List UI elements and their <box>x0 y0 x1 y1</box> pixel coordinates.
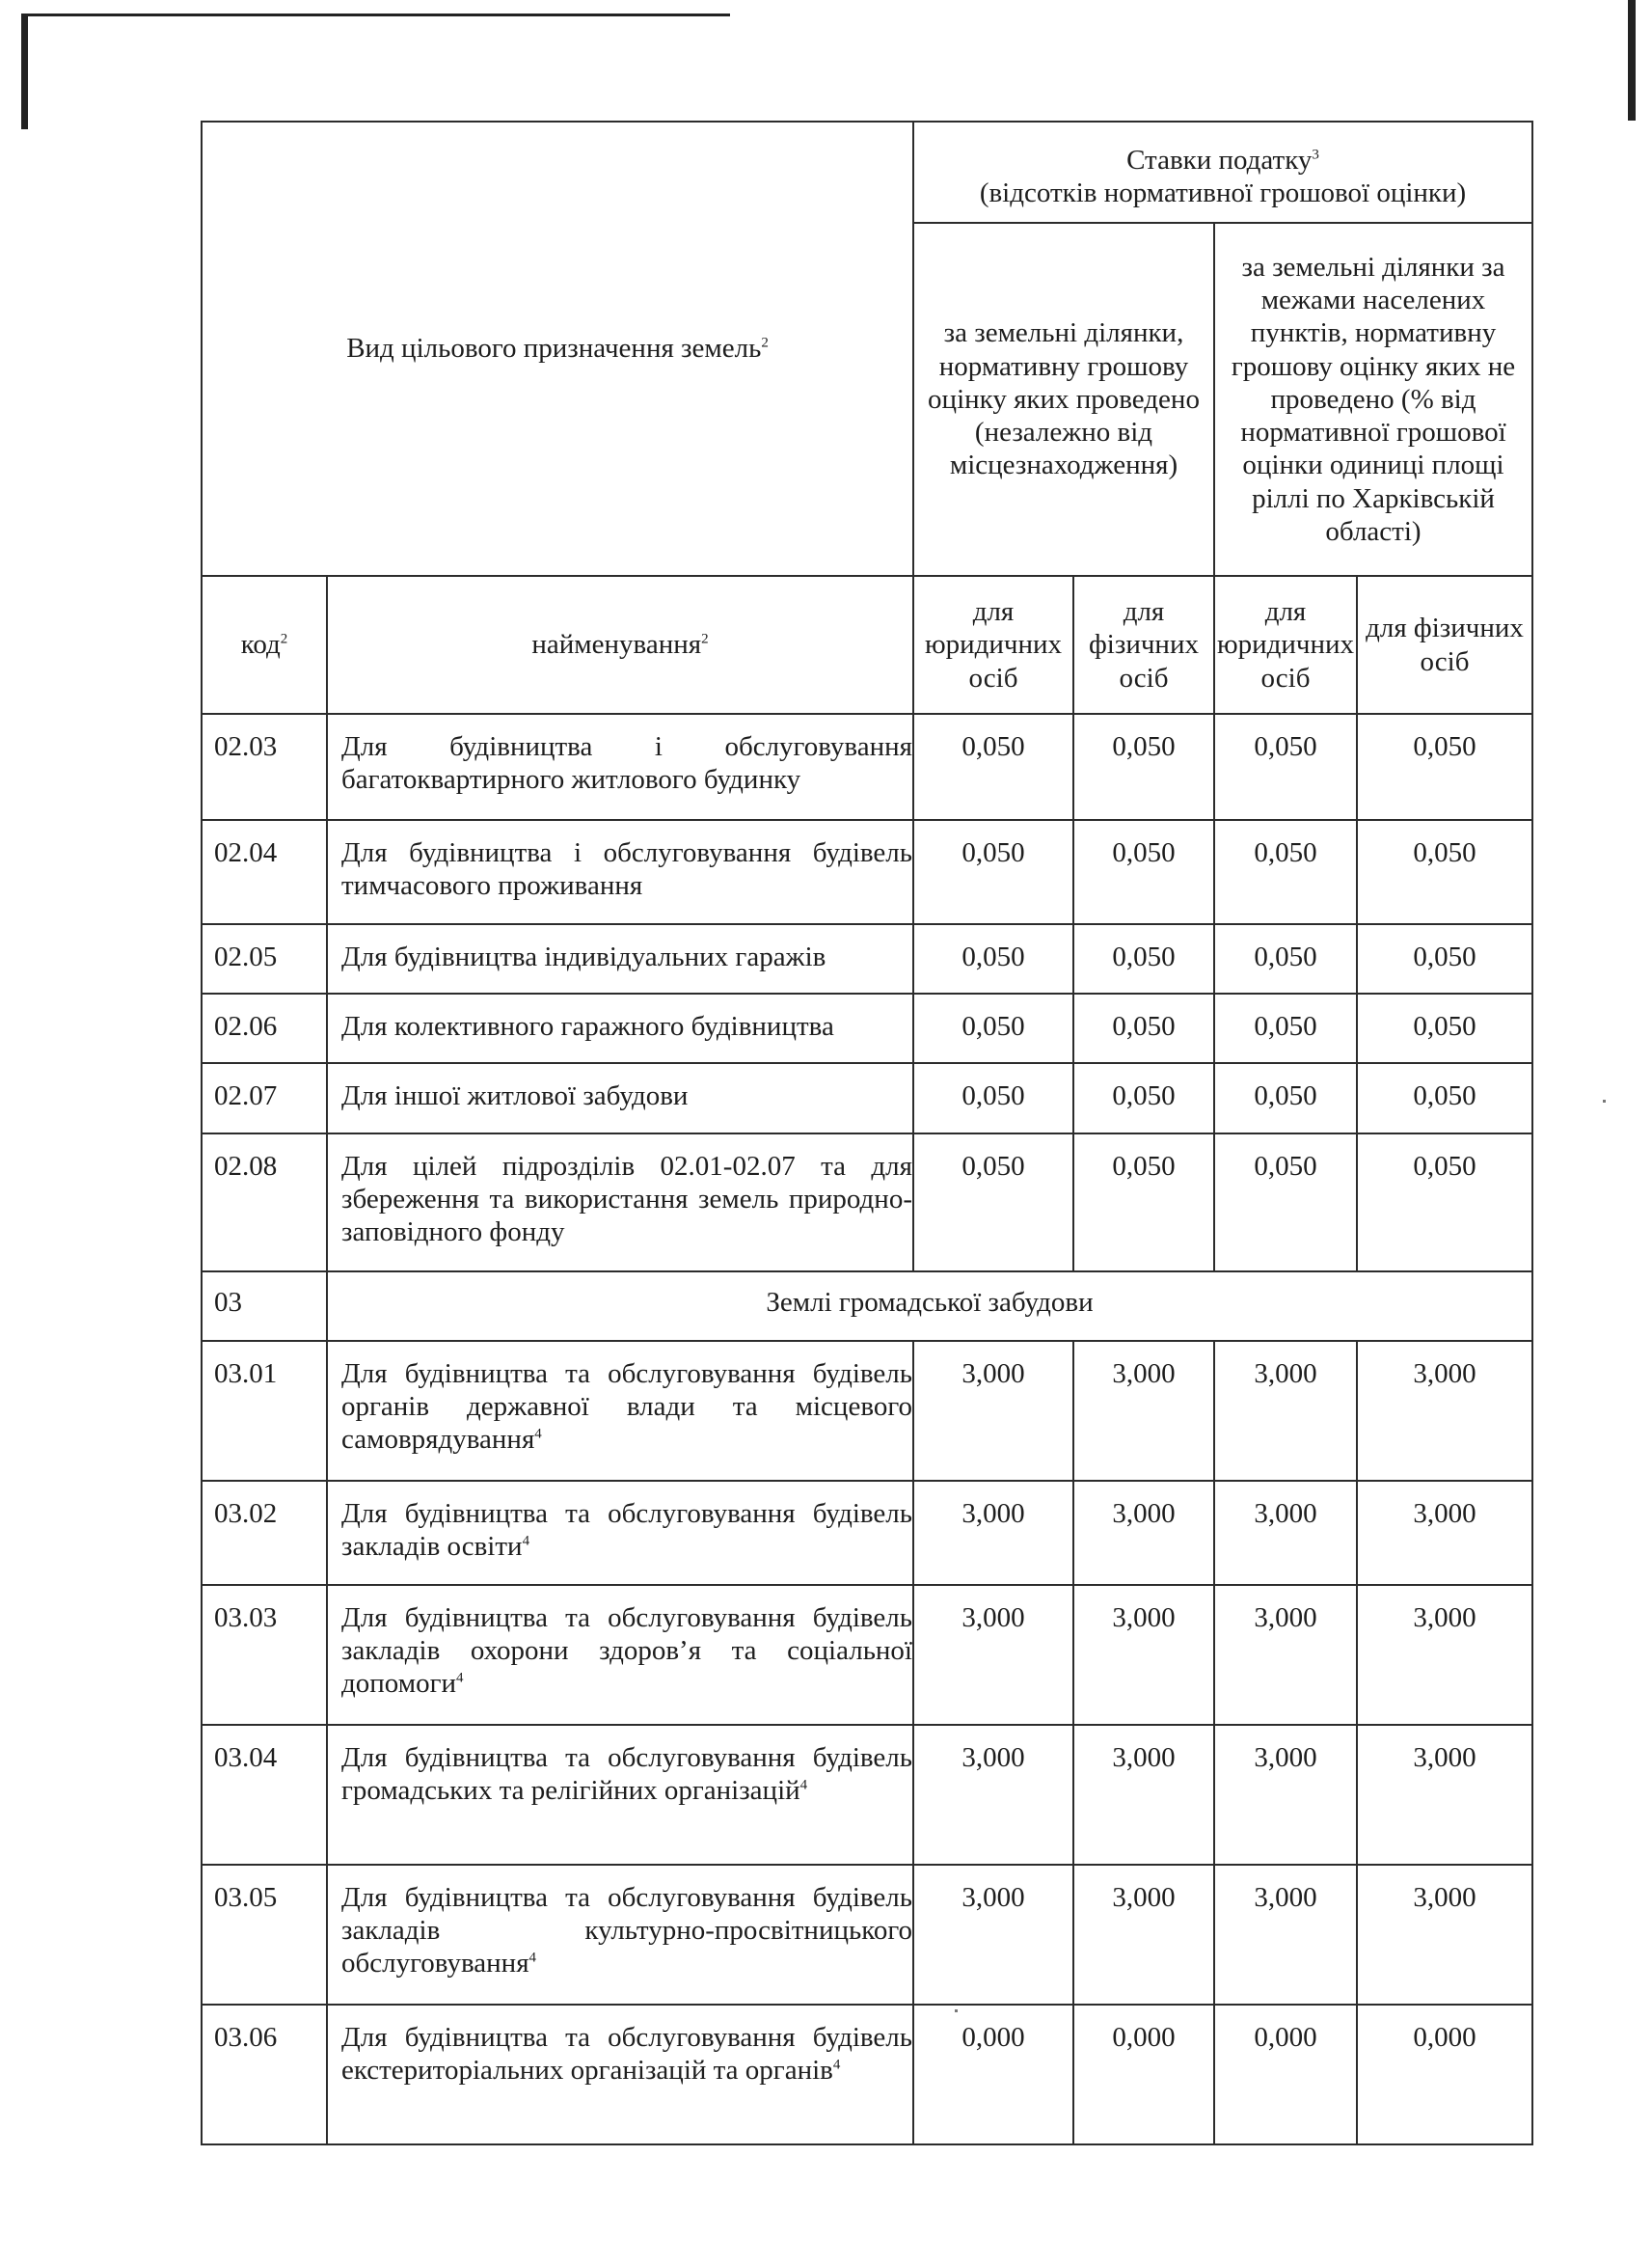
footnote-mark: 3 <box>1312 147 1319 163</box>
rate-legal-1-cell: 3,000 <box>913 1725 1073 1865</box>
rate-legal-1-cell: 0,050 <box>913 1063 1073 1133</box>
not-assessed-group-header: за земельні ділянки за межами населених пунктів, нормативну грошову оцінку яких не проведено (% від нормативної грошової оцінки одиниці площі ріллі по Харківській області) <box>1214 223 1532 576</box>
rate-physical-1-cell: 3,000 <box>1073 1481 1214 1585</box>
code-header <box>202 576 327 714</box>
table-row <box>202 820 1532 924</box>
code-cell: 02.04 <box>202 820 327 924</box>
rate-physical-2-cell: 0,050 <box>1357 1063 1532 1133</box>
rate-legal-2-cell: 3,000 <box>1214 1865 1357 2005</box>
name-cell <box>327 1133 913 1271</box>
scan-border-top <box>21 14 730 16</box>
name-header-label: найменування <box>531 629 702 661</box>
footnote-mark: 2 <box>761 335 769 351</box>
rate-physical-1-cell: 0,000 <box>1073 2005 1214 2144</box>
rate-legal-2-cell: 3,000 <box>1214 1341 1357 1481</box>
rate-physical-2-cell: 0,050 <box>1357 1133 1532 1271</box>
rates-header-subtitle: (відсотків нормативної грошової оцінки) <box>979 177 1467 209</box>
name-text: Для будівництва та обслуговування будівель громадських та релігійних організацій <box>341 1742 912 1807</box>
rate-physical-1-cell: 3,000 <box>1073 1341 1214 1481</box>
code-cell: 03.04 <box>202 1725 327 1865</box>
physical-persons-header-2: для фізичних осіб <box>1357 576 1532 714</box>
rate-legal-1-cell: 0,050 <box>913 994 1073 1063</box>
footnote-mark: 4 <box>522 1533 530 1549</box>
rate-physical-2-cell: 3,000 <box>1357 1865 1532 2005</box>
rate-physical-1-cell: 0,050 <box>1073 714 1214 820</box>
table-row <box>202 1865 1532 2005</box>
assessed-group-header: за земельні ділянки, нормативну грошову оцінку яких проведено (незалежно від місцезнаходження) <box>913 223 1214 576</box>
name-cell <box>327 1481 913 1585</box>
rate-physical-2-cell: 3,000 <box>1357 1725 1532 1865</box>
rate-physical-2-cell: 0,050 <box>1357 994 1532 1063</box>
name-cell <box>327 1341 913 1481</box>
code-cell: 03.01 <box>202 1341 327 1481</box>
code-cell: 02.05 <box>202 924 327 994</box>
footnote-mark: 2 <box>280 631 288 647</box>
rate-legal-2-cell: 0,050 <box>1214 820 1357 924</box>
rate-legal-2-cell: 0,050 <box>1214 1063 1357 1133</box>
footnote-mark: 2 <box>701 631 709 647</box>
rate-legal-1-cell: 0,050 <box>913 820 1073 924</box>
rate-legal-2-cell: 3,000 <box>1214 1585 1357 1725</box>
rate-legal-1-cell: 0,050 <box>913 924 1073 994</box>
rate-legal-1-cell: 0,050 <box>913 1133 1073 1271</box>
code-cell: 03.03 <box>202 1585 327 1725</box>
name-cell <box>327 2005 913 2144</box>
table-row <box>202 1481 1532 1585</box>
rate-physical-1-cell: 0,050 <box>1073 994 1214 1063</box>
rate-physical-1-cell: 0,050 <box>1073 820 1214 924</box>
name-text: Для будівництва та обслуговування будівель закладів освіти <box>341 1498 912 1563</box>
legal-persons-header-2: для юридичних осіб <box>1214 576 1357 714</box>
rate-physical-1-cell: 0,050 <box>1073 1133 1214 1271</box>
name-text: Для цілей підрозділів 02.01-02.07 та для збереження та використання земель природно-заповідного фонду <box>341 1151 912 1248</box>
rate-physical-2-cell: 3,000 <box>1357 1481 1532 1585</box>
rate-legal-2-cell: 3,000 <box>1214 1481 1357 1585</box>
table-row <box>202 714 1532 820</box>
name-text: Для будівництва та обслуговування будівель закладів культурно-просвітницького обслуговування <box>341 1882 912 1979</box>
table-body <box>202 122 1532 2144</box>
code-header-label: код <box>240 629 281 661</box>
section-row <box>202 1271 1532 1341</box>
legal-persons-header-1: для юридичних осіб <box>913 576 1073 714</box>
rate-physical-2-cell: 0,050 <box>1357 714 1532 820</box>
scan-speck <box>1603 1100 1606 1103</box>
rate-legal-1-cell: 0,050 <box>913 714 1073 820</box>
table-row <box>202 1133 1532 1271</box>
name-cell <box>327 820 913 924</box>
name-cell <box>327 1063 913 1133</box>
rate-legal-2-cell: 0,050 <box>1214 1133 1357 1271</box>
footnote-mark: 4 <box>832 2057 841 2073</box>
header-row-3 <box>202 576 1532 714</box>
rate-legal-1-cell: 3,000 <box>913 1865 1073 2005</box>
name-cell <box>327 1865 913 2005</box>
rate-physical-2-cell: 0,000 <box>1357 2005 1532 2144</box>
rate-physical-2-cell: 0,050 <box>1357 820 1532 924</box>
rate-physical-2-cell: 0,050 <box>1357 924 1532 994</box>
name-cell <box>327 924 913 994</box>
section-title-cell: Землі громадської забудови <box>327 1271 1532 1341</box>
code-cell: 03.02 <box>202 1481 327 1585</box>
rate-physical-1-cell: 3,000 <box>1073 1865 1214 2005</box>
name-text: Для будівництва та обслуговування будівель органів державної влади та місцевого самоврядування <box>341 1358 912 1456</box>
name-text: Для будівництва і обслуговування будівель тимчасового проживання <box>341 837 912 902</box>
table-row <box>202 1585 1532 1725</box>
name-text: Для будівництва та обслуговування будівель закладів охорони здоров’я та соціальної допомоги <box>341 1602 912 1700</box>
code-cell: 03.05 <box>202 1865 327 2005</box>
rate-physical-1-cell: 0,050 <box>1073 924 1214 994</box>
footnote-mark: 4 <box>528 1950 537 1966</box>
rates-header-title: Ставки податку <box>1126 145 1313 176</box>
table-row <box>202 994 1532 1063</box>
land-type-header-label: Вид цільового призначення земель <box>346 333 762 365</box>
rate-physical-2-cell: 3,000 <box>1357 1585 1532 1725</box>
code-cell: 02.08 <box>202 1133 327 1271</box>
table-row <box>202 1341 1532 1481</box>
land-type-header <box>202 122 913 576</box>
rate-physical-1-cell: 3,000 <box>1073 1725 1214 1865</box>
header-row-1 <box>202 122 1532 223</box>
scan-border-right <box>1628 0 1636 121</box>
rate-legal-2-cell: 0,050 <box>1214 924 1357 994</box>
name-cell <box>327 1725 913 1865</box>
code-cell: 02.07 <box>202 1063 327 1133</box>
code-cell: 03.06 <box>202 2005 327 2144</box>
rates-header <box>913 122 1532 223</box>
table-row <box>202 1063 1532 1133</box>
rate-legal-2-cell: 0,000 <box>1214 2005 1357 2144</box>
rate-physical-1-cell: 3,000 <box>1073 1585 1214 1725</box>
footnote-mark: 4 <box>534 1426 542 1442</box>
rate-legal-2-cell: 3,000 <box>1214 1725 1357 1865</box>
rate-legal-1-cell: 0,000 <box>913 2005 1073 2144</box>
name-text: Для колективного гаражного будівництва <box>341 1011 834 1042</box>
rate-legal-1-cell: 3,000 <box>913 1585 1073 1725</box>
name-header <box>327 576 913 714</box>
table-row <box>202 1725 1532 1865</box>
table-row <box>202 924 1532 994</box>
rate-physical-2-cell: 3,000 <box>1357 1341 1532 1481</box>
name-text: Для будівництва індивідуальних гаражів <box>341 942 826 972</box>
rate-legal-2-cell: 0,050 <box>1214 994 1357 1063</box>
name-text: Для будівництва і обслуговування багатоквартирного житлового будинку <box>341 731 912 796</box>
rate-legal-1-cell: 3,000 <box>913 1341 1073 1481</box>
footnote-mark: 4 <box>799 1777 808 1793</box>
land-tax-rates-table <box>201 121 1533 2145</box>
name-cell <box>327 994 913 1063</box>
rate-legal-2-cell: 0,050 <box>1214 714 1357 820</box>
name-cell <box>327 714 913 820</box>
name-cell <box>327 1585 913 1725</box>
physical-persons-header-1: для фізичних осіб <box>1073 576 1214 714</box>
code-cell: 02.03 <box>202 714 327 820</box>
section-code-cell: 03 <box>202 1271 327 1341</box>
code-cell: 02.06 <box>202 994 327 1063</box>
rate-legal-1-cell: 3,000 <box>913 1481 1073 1585</box>
scan-border-left <box>21 14 28 129</box>
footnote-mark: 4 <box>456 1670 464 1686</box>
table-row <box>202 2005 1532 2144</box>
name-text: Для іншої житлової забудови <box>341 1080 689 1111</box>
name-text: Для будівництва та обслуговування будівель екстериторіальних організацій та органів <box>341 2022 912 2087</box>
rate-physical-1-cell: 0,050 <box>1073 1063 1214 1133</box>
